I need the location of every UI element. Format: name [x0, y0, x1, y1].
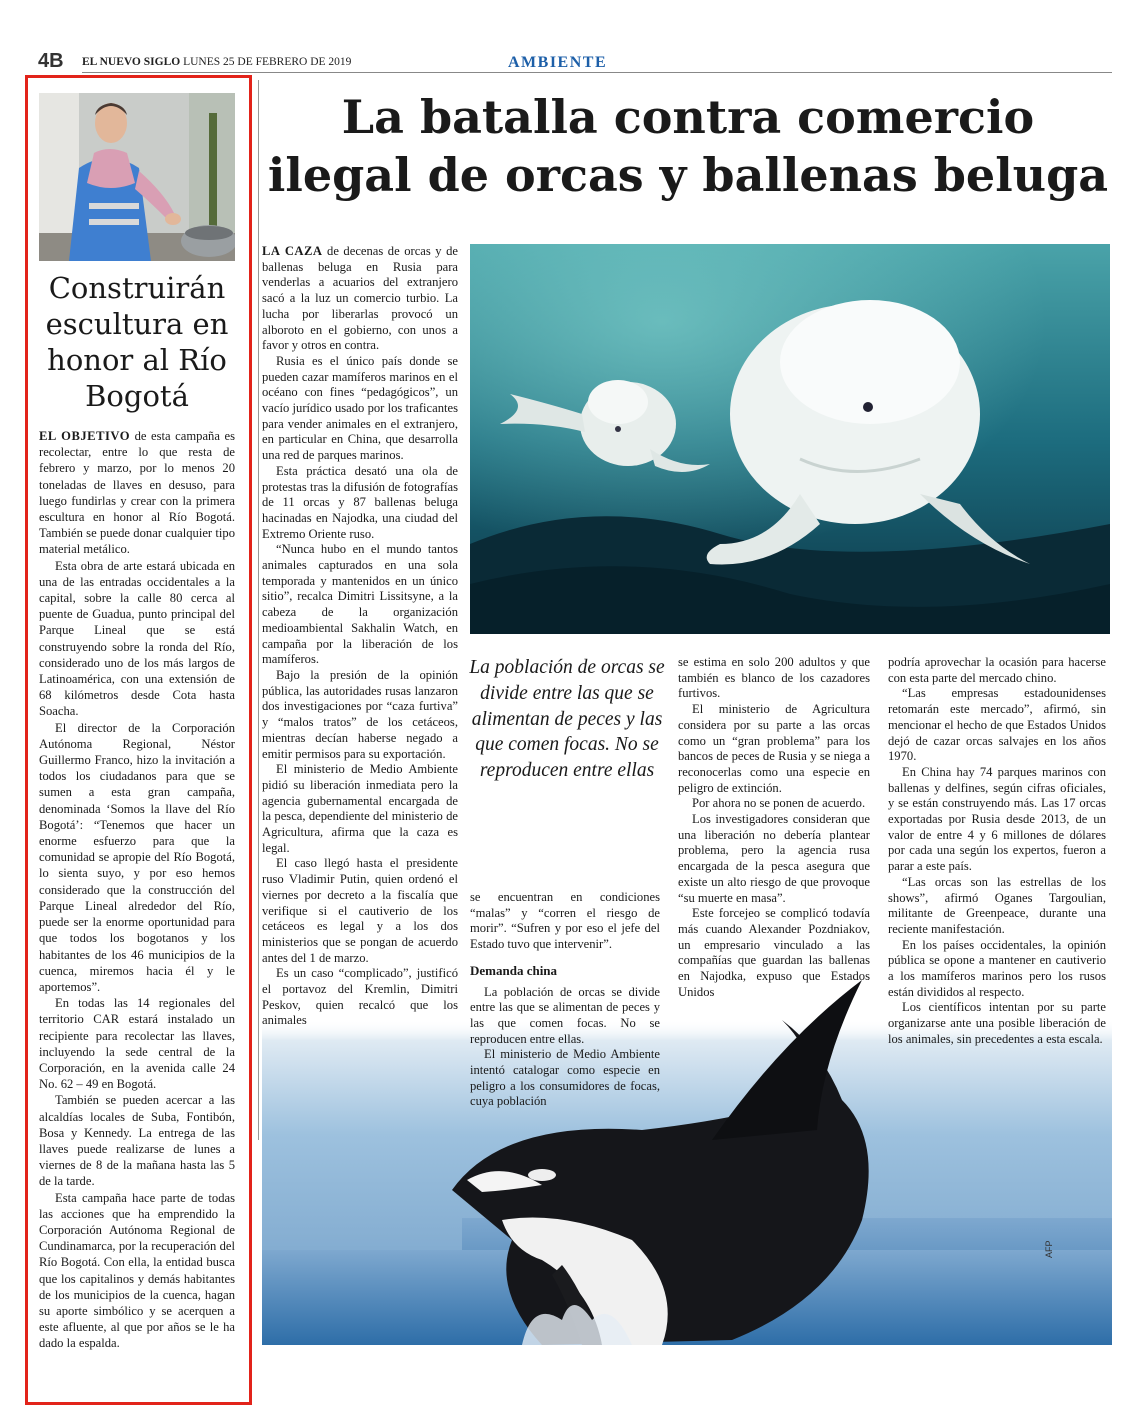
article-paragraph: La población de orcas se divide entre las que se alimentan de peces y las que comen focas. No se reproducen entre ellas. — [470, 984, 660, 1046]
article-paragraph: Bajo la presión de la opinión pública, las autoridades rusas lanzaron dos investigaciones por “caza furtiva” y “malos tratos” de los cetáceos, mientras decían haberse negado a emitir permisos para su exportación. — [262, 667, 458, 761]
article-paragraph: “Las orcas son las estrellas de los shows”, afirmó Oganes Targoulian, militante de Greenpeace, durante una reciente manifestación. — [888, 874, 1106, 936]
article-lead-in: LA CAZA — [262, 244, 323, 258]
article-paragraph: se estima en solo 200 adultos y que también es blanco de los cazadores furtivos. — [678, 655, 870, 701]
article-paragraph: Los investigadores consideran que una liberación no debería plantear problema, pero la agencia rusa encargada de la pesca asegura que existe un alto riesgo de que provoque “su muerte en masa”. — [678, 812, 870, 905]
article-paragraph: En China hay 74 parques marinos con ballenas y delfines, según cifras oficiales, y se están construyendo más. Las 17 orcas exportadas por Rusia desde 2013, de un valor de entre 4 y 6 millones de dólares por cada una según los expertos, fueron a parar a este país. — [888, 764, 1106, 874]
article-title: La batalla contra comercio ilegal de orcas y ballenas beluga — [267, 90, 1109, 202]
article-paragraph: Esta práctica desató una ola de protestas tras la difusión de fotografías de 11 orcas y 87 ballenas beluga hacinadas en Najodka, una ciudad del Extremo Oriente ruso. — [262, 463, 458, 541]
article-paragraph: Es un caso “complicado”, justificó el portavoz del Kremlin, Dimitri Peskov, quien recalcó que los animales — [262, 966, 458, 1028]
header-rule — [82, 72, 1112, 73]
article-paragraph: se encuentran en condiciones “malas” y “corren el riesgo de morir”. “Sufren y por eso el jefe del Estado tuvo que intervenir”. — [470, 890, 660, 952]
article-subhead: Demanda china — [470, 962, 558, 978]
issue-date: LUNES 25 DE FEBRERO DE 2019 — [183, 56, 352, 68]
article-paragraph: En los países occidentales, la opinión pública se opone a mantener en cautiverio a los mamíferos marinos pero los rusos están divididos al respecto. — [888, 937, 1106, 999]
beluga-photo — [470, 244, 1110, 634]
article-paragraph: “Nunca hubo en el mundo tantos animales capturados en una sola temporada y mantenidos en un único sitio”, recalca Dimitri Lissitsyne, a la cabeza de la organización medioambiental Sakhalin Watch, en campaña por la liberación de los mamíferos. — [262, 542, 458, 667]
article-paragraph — [262, 244, 458, 354]
article-text: de decenas de orcas y de ballenas beluga en Rusia para venderlas a acuarios del extranjero sacó a la luz un comercio turbio. La lucha por liberarlas provocó un alboroto en el gobierno, con unos a favor y otros en contra. — [262, 244, 458, 353]
article-paragraph: Rusia es el único país donde se pueden cazar mamíferos marinos en el océano con fines “pedagógicos”, un vacío jurídico usado por los traficantes para vender animales en el extranjero, en particular en China, que desarrolla una red de parques marinos. — [262, 353, 458, 463]
masthead-line — [82, 56, 351, 68]
sidebar-paragraph: Esta obra de arte estará ubicada en una de las entradas occidentales a la capital, sobre la calle 80 cerca al puente de Guadua, punto principal del Parque Lineal que se está construyendo sobre la ronda del Río, considerado uno de los más largos de Latinoamérica, con una extensión de 68 kilómetros desde Cota hasta Soacha. — [39, 558, 235, 719]
sidebar-body — [39, 428, 235, 1352]
article-paragraph: podría aprovechar la ocasión para hacerse con esta parte del mercado chino. — [888, 655, 1106, 685]
article-paragraph: Los científicos intentan por su parte organizarse ante una posible liberación de los animales, sin precedentes a esta escala. — [888, 1000, 1106, 1046]
article-column-3 — [470, 890, 660, 1110]
pull-quote: La población de orcas se divide entre las que se alimentan de peces y las que comen focas. No se reproducen entre ellas — [469, 657, 665, 782]
article-paragraph: El ministerio de Agricultura considera por su parte a las orcas como un “gran problema” para los bancos de peces de Rusia y se niega a reconocerlas como una especie en peligro de extinción. — [678, 702, 870, 795]
article-paragraph: Por ahora no se ponen de acuerdo. — [692, 796, 866, 811]
article-paragraph: Este forcejeo se complicó todavía más cuando Alexander Pozdniakov, un empresario vinculado a las compañías que guardan las ballenas en Najodka, expuso que Estados Unidos — [678, 906, 870, 999]
article-column-1 — [262, 244, 458, 1029]
sidebar-text: de esta campaña es recolectar, entre lo que resta de febrero y marzo, por lo menos 20 toneladas de llaves en desuso, para luego fundirlas y crear con la primera escultura en honor al Río Bogotá. También se puede donar cualquier tipo material metálico. — [39, 429, 235, 557]
article-paragraph: El caso llegó hasta el presidente ruso Vladimir Putin, quien ordenó el viernes por decreto a la fiscalía que verifique si el cautiverio de los cetáceos es legal y a los dos ministerios que se pongan de acuerdo antes del 1 de marzo. — [262, 856, 458, 965]
page-number: 4B — [38, 50, 64, 72]
column-divider — [258, 80, 259, 1140]
section-name: AMBIENTE — [508, 54, 608, 71]
sidebar-paragraph: También se pueden acercar a las alcaldías locales de Suba, Fontibón, Bosa y Kennedy. La entrega de las llaves puede realizarse de lunes a viernes de 8 de la mañana hasta las 5 de la tarde. — [39, 1093, 235, 1189]
article-column-5 — [888, 655, 1106, 1048]
sidebar-paragraph — [39, 428, 235, 558]
article-paragraph: El ministerio de Medio Ambiente pidió su liberación inmediata pero la agencia gubernamental encargada de la pesca, dependiente del ministerio de Agricultura, afirma que la caza es legal. — [262, 762, 458, 855]
sidebar-paragraph: El director de la Corporación Autónoma Regional, Néstor Guillermo Franco, hizo la invitación a todos los ciudadanos para que se sumen a esta gran campaña, denominada ‘Somos la llave del Río Bogotá’: “Tenemos que hacer un enorme esfuerzo para que la comunidad se apropie del Río Bogotá, lo sienta suyo, y por eso hemos considerado que la construcción del Parque Lineal alrededor del Río, puede ser la enorme oportunidad para que todos los bogotanos y los habitantes de los 46 municipios de la cuenca, miremos hacia él y le aportemos”. — [39, 720, 235, 994]
article-paragraph: El ministerio de Medio Ambiente intentó catalogar como especie en peligro a los consumidores de focas, cuya población — [470, 1047, 660, 1109]
article-paragraph: “Las empresas estadounidenses retomarán este mercado”, afirmó, sin mencionar el hecho de que Estados Unidos dejó de cazar orcas salvajes en los años 1970. — [888, 686, 1106, 764]
sidebar-lead-in: EL OBJETIVO — [39, 429, 131, 443]
photo-credit: AFP — [1044, 1240, 1054, 1258]
sidebar-paragraph: En todas las 14 regionales del territorio CAR estará instalado un recipiente para recolectar las llaves, incluyendo la sede central de la Corporación, en la avenida calle 24 No. 62 – 49 en Bogotá. — [39, 996, 235, 1092]
article-column-4 — [678, 655, 870, 1000]
sidebar-headline: Construirán escultura en honor al Río Bogotá — [45, 271, 229, 413]
sidebar-photo — [39, 93, 235, 261]
newspaper-name: EL NUEVO SIGLO — [82, 56, 181, 68]
sidebar-paragraph: Esta campaña hace parte de todas las acciones que ha emprendido la Corporación Autónoma Regional de Cundinamarca, por la recuperación del Río Bogotá. Con ella, la entidad busca que los capitalinos y demás habitantes de los municipios de la cuenca, hagan su aporte simbólico y se acerquen a este afluente, al que por años se le ha dado la espalda. — [39, 1190, 235, 1351]
